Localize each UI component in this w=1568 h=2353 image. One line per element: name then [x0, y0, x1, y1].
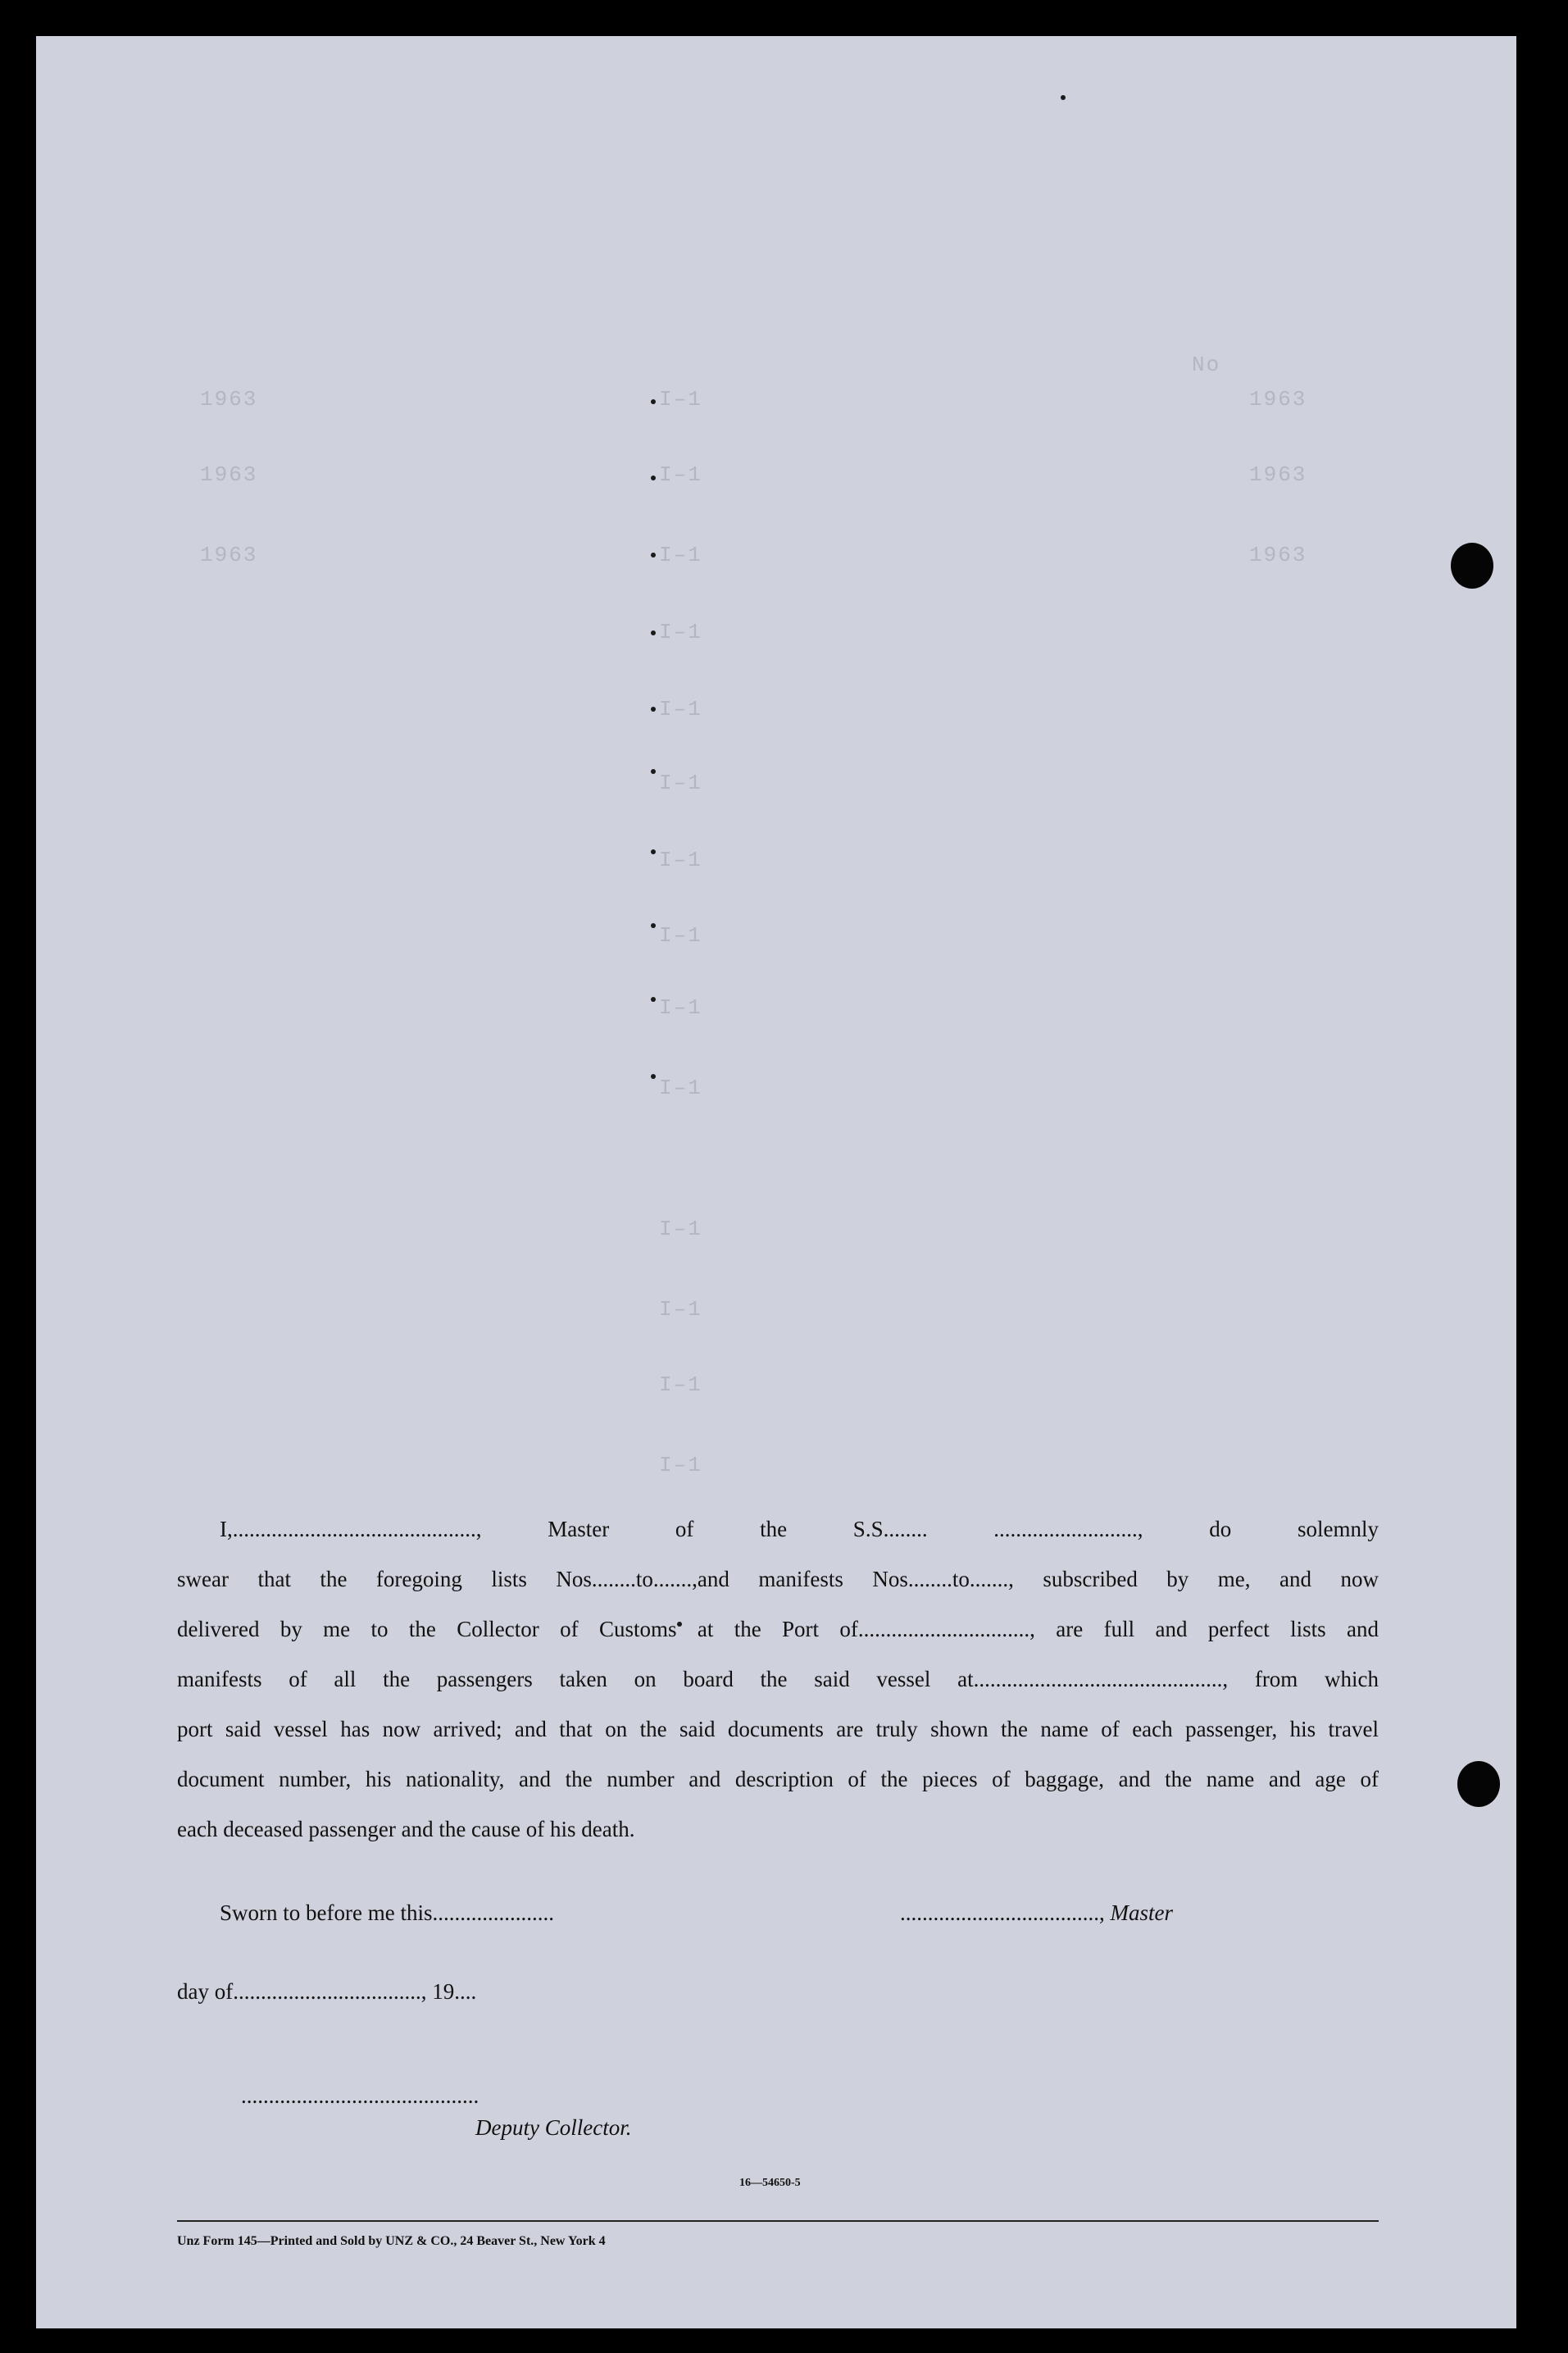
punch-hole-top	[1451, 543, 1493, 589]
oath-line-4: manifests of all the passengers taken on board the said vessel at............................................., from which	[177, 1667, 1379, 1691]
sworn-before-me-line: Sworn to before me this......................	[220, 1900, 554, 1925]
oath-line-7: each deceased passenger and the cause of his death.	[177, 1817, 635, 1841]
deputy-collector-dots: ...........................................	[241, 2083, 479, 2108]
oath-line-5: port said vessel has now arrived; and that on the said documents are truly shown the name of each passenger, his travel	[177, 1717, 1379, 1741]
oath-line-2: swear that the foregoing lists Nos........to.......,and manifests Nos........to......., subscribed by me, and now	[177, 1567, 1379, 1591]
footer-divider	[177, 2220, 1379, 2222]
master-label: Master	[1110, 1900, 1173, 1925]
punch-hole-bottom	[1457, 1761, 1500, 1807]
master-signature-line	[900, 1900, 1173, 1926]
oath-line-1: I,............................................, Master of the S.S........ .........................., do solemnly	[220, 1517, 1379, 1541]
oath-line-6: document number, his nationality, and the number and description of the pieces of baggage, and the name and age of	[177, 1767, 1379, 1791]
day-of-line: day of.................................., 19....	[177, 1979, 477, 2004]
deputy-collector-label: Deputy Collector.	[475, 2115, 632, 2140]
oath-line-3: delivered by me to the Collector of Customs at the Port of..............................., are full and perfect lists and	[177, 1617, 1379, 1641]
printer-imprint: Unz Form 145—Printed and Sold by UNZ & CO., 24 Beaver St., New York 4	[177, 2234, 606, 2248]
master-signature-dots: ....................................,	[900, 1900, 1105, 1925]
form-number: 16—54650-5	[739, 2177, 801, 2189]
document-page: I–1 I–1 I–1 I–1 I–1 I–1 I–1 I–1 I–1 I–1 I–1 I–1 I–1 I–1 1963 1963 1963 1963 1963 1963 No I,............................................, Master of the S.S........ .........................., do solemnly swear that the foregoing lists Nos........to.......,and manifests Nos........to......., subscribed by me, and now delivered by me to the Collector of Customs at the Port of..............................., are full and perfect lists and manifests of all the passengers taken on board the said vessel at............................................., from which port said vessel has now arrived; and that on the said documents are truly shown the name of each passenger, his travel document number, his nationality, and the number and description of the pieces of baggage, and the name and age of each deceased passenger and the cause of his death. Sworn to before me this...................... ...................................., Master day of.................................., 19.... ........................................... Deputy Collector. 16—54650-5 Unz Form 145—Printed and Sold by UNZ & CO., 24 Beaver St., New York 4	[36, 36, 1516, 2328]
